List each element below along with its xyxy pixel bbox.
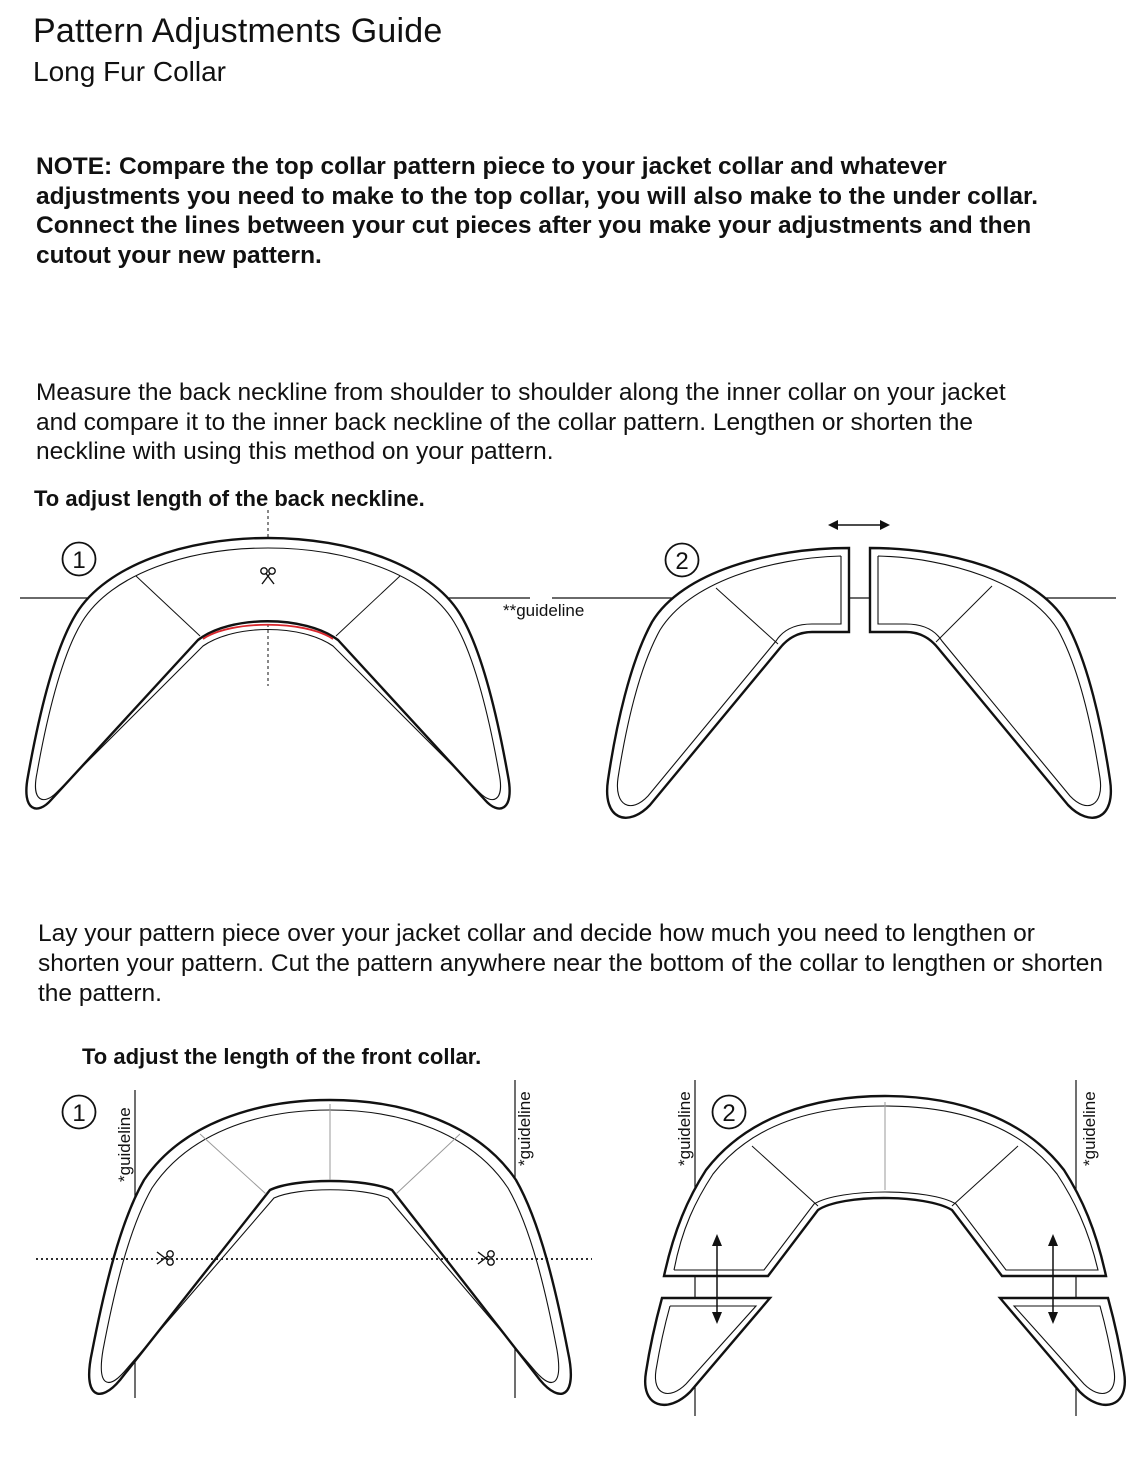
note-text-connect: Connect the lines between your cut pieces after you make your adjustments and then cutout your new pattern. xyxy=(36,212,1032,269)
step-number: 2 xyxy=(722,1100,736,1127)
back-neckline-heading: To adjust length of the back neckline. xyxy=(34,486,425,511)
front-collar-instructions: Lay your pattern piece over your jacket collar and decide how much you need to lengthen or shorten your pattern. Cut the pattern anywhere near the bottom of the collar to lengthen or shorten the pattern. xyxy=(38,920,1104,1007)
guideline-label: *guideline xyxy=(115,1107,134,1182)
step-number: 2 xyxy=(675,548,689,575)
back-neckline-instructions: Measure the back neckline from shoulder to shoulder along the inner collar on your jacket and compare it to the inner back neckline of the collar pattern. Lengthen or shorten the neckline with using this method on your pattern. xyxy=(36,379,1006,465)
guideline-label: *guideline xyxy=(515,1091,534,1166)
front-collar-diagram-2 xyxy=(645,1080,1125,1416)
note-text: NOTE: Compare the top collar pattern piece to your jacket collar and whatever adjustments you need to make to the top collar, you will also make to the under collar. xyxy=(36,153,1038,210)
front-collar-diagram-1 xyxy=(36,1080,592,1398)
step-number: 1 xyxy=(72,1100,86,1127)
double-arrow-icon xyxy=(828,520,890,530)
back-collar-diagram-1 xyxy=(20,510,584,810)
back-collar-diagram-2 xyxy=(552,520,1116,818)
page-subtitle: Long Fur Collar xyxy=(33,56,226,87)
guideline-label: *guideline xyxy=(675,1091,694,1166)
guideline-label: **guideline xyxy=(503,601,585,620)
guideline-label: *guideline xyxy=(1080,1091,1099,1166)
step-number: 1 xyxy=(72,547,86,574)
front-collar-heading: To adjust the length of the front collar. xyxy=(82,1044,482,1069)
page-title: Pattern Adjustments Guide xyxy=(33,12,443,50)
